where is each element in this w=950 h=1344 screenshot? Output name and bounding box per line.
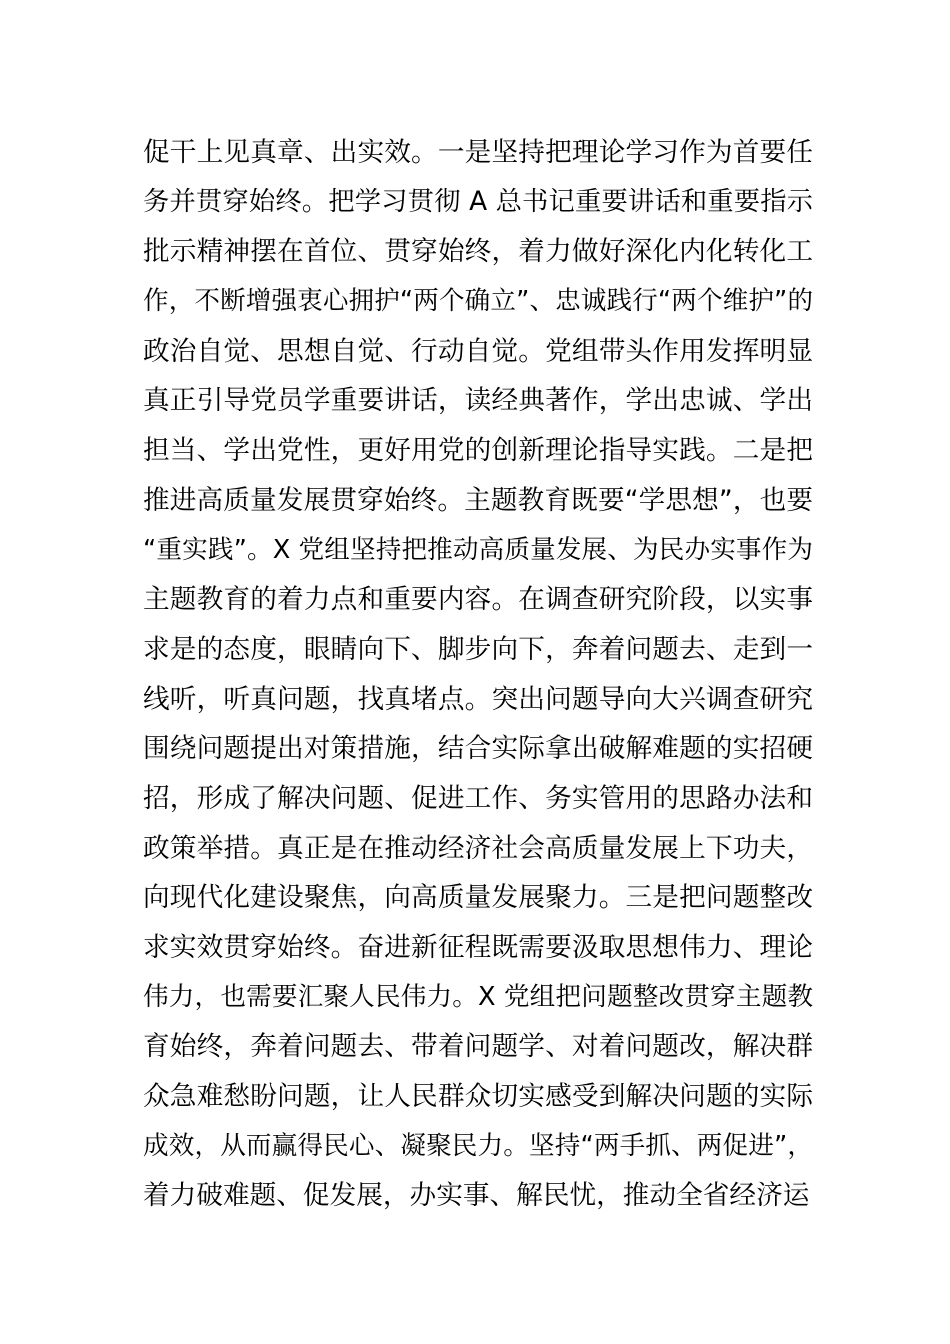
text-line: 真正引导党员学重要讲话，读经典著作，学出忠诚、学出 [143, 385, 813, 417]
text-line: 伟力，也需要汇聚人民伟力。X 党组把问题整改贯穿主题教 [143, 981, 813, 1012]
text-line: 成效，从而赢得民心、凝聚民力。坚持“两手抓、两促进”， [143, 1130, 813, 1161]
text-line: “重实践”。X 党组坚持把推动高质量发展、为民办实事作为 [143, 534, 813, 565]
text-line: 政治自觉、思想自觉、行动自觉。党组带头作用发挥明显 [143, 335, 813, 367]
text-line: 求是的态度，眼睛向下、脚步向下，奔着问题去、走到一 [143, 633, 813, 665]
text-line: 线听，听真问题，找真堵点。突出问题导向大兴调查研究 [143, 683, 813, 715]
text-line: 招，形成了解决问题、促进工作、务实管用的思路办法和 [143, 782, 813, 814]
text-line: 担当、学出党性，更好用党的创新理论指导实践。二是把 [143, 435, 813, 467]
text-line: 主题教育的着力点和重要内容。在调查研究阶段，以实事 [143, 584, 813, 616]
text-line: 务并贯穿始终。把学习贯彻 A 总书记重要讲话和重要指示 [143, 186, 813, 217]
text-line: 众急难愁盼问题，让人民群众切实感受到解决问题的实际 [143, 1081, 813, 1113]
text-line: 着力破难题、促发展，办实事、解民忧，推动全省经济运 [143, 1180, 810, 1212]
text-line: 促干上见真章、出实效。一是坚持把理论学习作为首要任 [143, 137, 813, 168]
text-line: 求实效贯穿始终。奋进新征程既需要汲取思想伟力、理论 [143, 932, 813, 963]
body-paragraph [143, 128, 813, 1221]
text-line: 向现代化建设聚焦，向高质量发展聚力。三是把问题整改 [143, 882, 813, 914]
text-line: 政策举措。真正是在推动经济社会高质量发展上下功夫， [143, 832, 813, 864]
text-line: 推进高质量发展贯穿始终。主题教育既要“学思想”，也要 [143, 484, 813, 516]
text-line: 围绕问题提出对策措施，结合实际拿出破解难题的实招硬 [143, 733, 813, 765]
text-line: 作，不断增强衷心拥护“两个确立”、忠诚践行“两个维护”的 [143, 286, 813, 317]
text-line: 批示精神摆在首位、贯穿始终，着力做好深化内化转化工 [143, 236, 813, 268]
text-line: 育始终，奔着问题去、带着问题学、对着问题改，解决群 [143, 1031, 813, 1063]
